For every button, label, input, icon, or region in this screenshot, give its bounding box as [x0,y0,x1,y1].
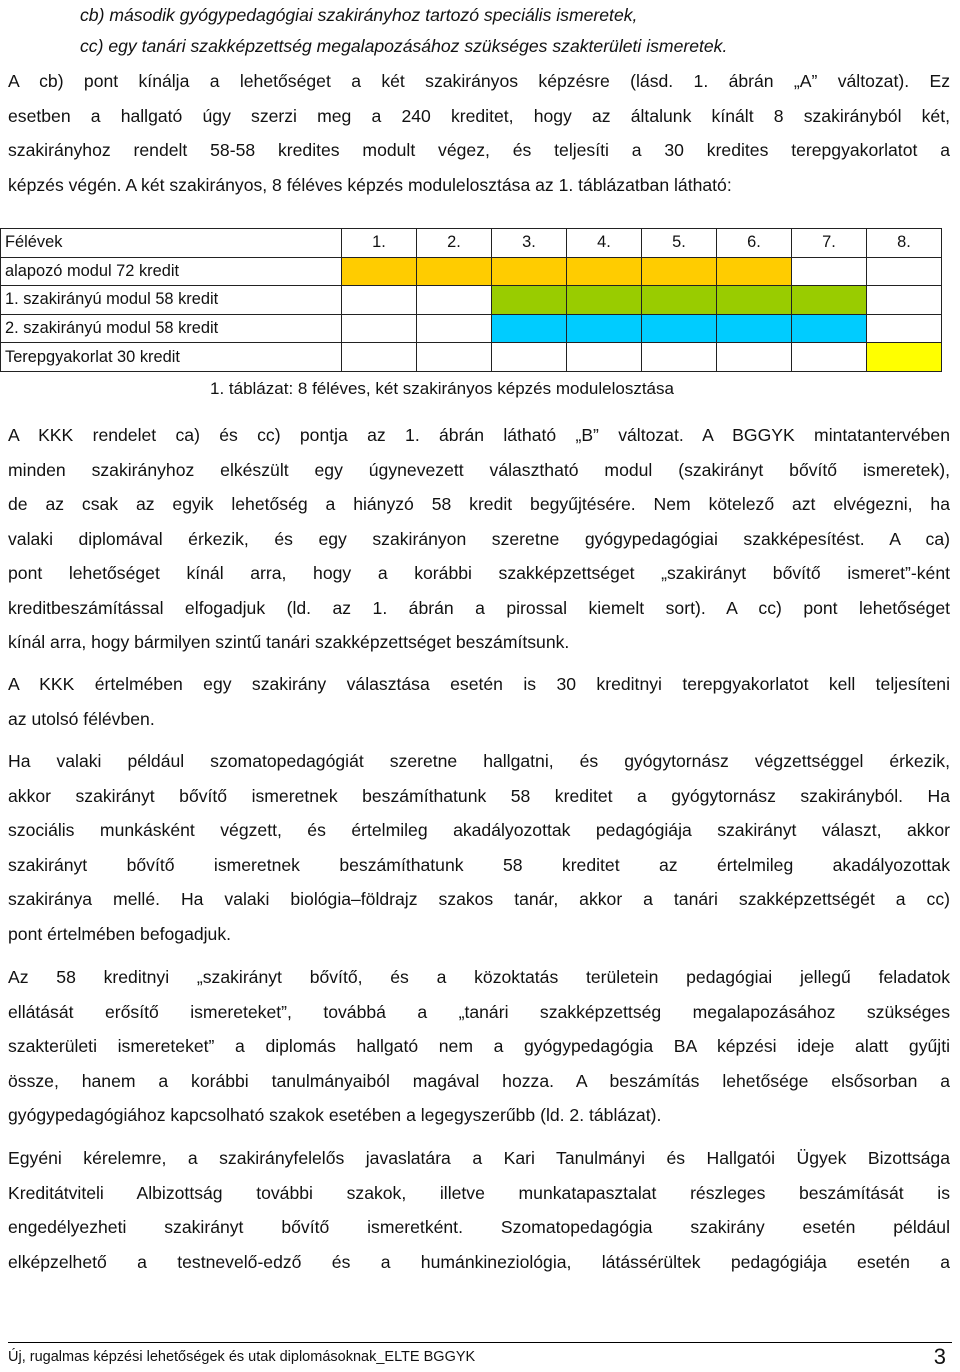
footer-title: Új, rugalmas képzési lehetőségek és utak diplomásoknak_ELTE BGGYK [8,1349,476,1365]
semester-cell [417,343,492,372]
paragraph-3 [8,667,950,736]
footer-divider [8,1342,952,1343]
semester-cell [717,343,792,372]
module-schedule-table [0,228,942,372]
intro-line [8,31,950,62]
semester-header: 3. [492,229,567,258]
paragraph-1 [8,64,950,202]
semester-header: 4. [567,229,642,258]
paragraph-2 [8,418,950,660]
text-line: pont lehetőséget kínál arra, hogy a korábbi szakképzettséget „szakirányt bővítő ismeret”-ként [8,563,950,583]
semester-cell [567,314,642,343]
text-line: Az 58 kreditnyi „szakirányt bővítő, és a közoktatás területein pedagógiai jellegű feladatok [8,967,950,987]
text-line: kínál arra, hogy bármilyen szintű tanári szakképzettséget beszámítsunk. [8,632,570,652]
paragraph-4 [8,744,950,951]
text-line: Kreditátviteli Albizottság további szakok, illetve munkatapasztalat részleges beszámítását is [8,1182,950,1203]
semester-cell [567,257,642,286]
text-line: az utolsó félévben. [8,708,155,729]
text-line: össze, hanem a korábbi tanulmányaiból magával hozza. A beszámítás lehetősége elsősorban a [8,1070,950,1091]
semester-cell [492,286,567,315]
text-line: szakiránya mellé. Ha valaki biológia–földrajz szakos tanár, akkor a tanári szakképzettségét a cc) [8,889,950,909]
semester-cell [717,314,792,343]
text-line: kreditbeszámítással elfogadjuk (ld. az 1. ábrán a pirossal kiemelt sort). A cc) pont lehetőséget [8,597,950,618]
text-line: ellátását erősítő ismereteket”, továbbá a „tanári szakképzettség megalapozásához szükséges [8,1001,950,1022]
semester-header: 6. [717,229,792,258]
semester-header: 1. [342,229,417,258]
semester-cell [867,314,942,343]
text-line: szakirányt bővítő ismeretnek beszámíthatunk 58 kreditet az értelmileg akadályozottak [8,854,950,875]
module-label: alapozó modul 72 kredit [1,257,342,286]
text-line: de az csak az egyik lehetőség a hiányzó 58 kredit begyűjtésére. Nem kötelező azt elvégezni, ha [8,494,950,514]
semester-cell [342,257,417,286]
semester-cell [867,257,942,286]
semester-cell [867,286,942,315]
text-line: engedélyezheti szakirányt bővítő ismeretként. Szomatopedagógia szakirány esetén például [8,1217,950,1237]
text-line: Egyéni kérelemre, a szakirányfelelős javaslatára a Kari Tanulmányi és Hallgatói Ügyek Bizottsága [8,1148,950,1168]
semester-cell [492,314,567,343]
text-line: A cb) pont kínálja a lehetőséget a két szakirányos képzésre (lásd. 1. ábrán „A” változat). Ez [8,71,950,91]
semester-cell [342,343,417,372]
semester-cell [417,286,492,315]
semester-cell [642,257,717,286]
text-line: Ha valaki például szomatopedagógiát szeretne hallgatni, és gyógytornász végzettséggel érkezik, [8,751,950,771]
table-row [1,343,942,372]
semester-cell [792,286,867,315]
semester-cell [642,286,717,315]
text-line: pont értelmében befogadjuk. [8,923,232,944]
semester-cell [492,343,567,372]
table-row [1,257,942,286]
semester-header: 8. [867,229,942,258]
text-line: esetben a hallgató úgy szerzi meg a 240 kreditet, hogy az általunk kínált 8 szakirányból két, [8,105,950,126]
semester-cell [717,286,792,315]
semester-cell [792,257,867,286]
semester-cell [867,343,942,372]
semester-cell [567,286,642,315]
semester-header: 5. [642,229,717,258]
text-line: szociális munkásként végzett, és értelmileg akadályozottak pedagógiája szakirányt választ, akkor [8,820,950,840]
text-line: minden szakirányhoz elkészült egy úgynevezett választható modul (szakirányt bővítő ismeretek), [8,459,950,480]
table-header-row [1,229,942,258]
text-line: szakirányhoz rendelt 58-58 kredites modult végez, és teljesíti a 30 kredites terepgyakorlatot a [8,140,950,160]
semester-cell [492,257,567,286]
semester-cell [417,314,492,343]
module-label: Terepgyakorlat 30 kredit [1,343,342,372]
text-line: valaki diplomával érkezik, és egy szakirányon szeretne gyógypedagógiai szakképesítést. A ca) [8,528,950,549]
semester-cell [417,257,492,286]
intro-list [8,0,950,62]
text-line: gyógypedagógiához kapcsolható szakok esetében a legegyszerűbb (ld. 2. táblázat). [8,1105,662,1125]
paragraph-5 [8,960,950,1133]
text-line: elképzelhető a testnevelő-edző és a humánkineziológia, látássérültek pedagógiája esetén a [8,1251,950,1272]
module-label: 2. szakirányú modul 58 kredit [1,314,342,343]
semester-cell [642,343,717,372]
semester-cell [342,286,417,315]
semester-cell [792,314,867,343]
page-number: 3 [933,1344,946,1369]
semester-header: 2. [417,229,492,258]
text-line: akkor szakirányt bővítő ismeretnek beszámíthatunk 58 kreditet a gyógytornász szakirányból. Ha [8,785,950,806]
semester-cell [717,257,792,286]
text-line: A KKK értelmében egy szakirány választása esetén is 30 kreditnyi terepgyakorlatot kell teljesíteni [8,674,950,694]
text-line: A KKK rendelet ca) és cc) pontja az 1. ábrán látható „B” változat. A BGGYK mintatantervében [8,425,950,445]
table-row [1,314,942,343]
table-caption: 1. táblázat: 8 féléves, két szakirányos képzés modulelosztása [210,379,674,398]
intro-line-text: cb) második gyógypedagógiai szakirányhoz tartozó speciális ismeretek, [80,5,638,25]
module-label: 1. szakirányú modul 58 kredit [1,286,342,315]
text-line: szakterületi ismereteket” a diplomás hallgató nem a gyógypedagógia BA képzési ideje alatt gyűjti [8,1036,950,1056]
semester-header: 7. [792,229,867,258]
paragraph-6 [8,1141,950,1279]
table-row [1,286,942,315]
table-header-label: Félévek [1,229,342,258]
semester-cell [642,314,717,343]
intro-line-text: cc) egy tanári szakképzettség megalapozásához szükséges szakterületi ismeretek. [80,36,728,56]
semester-cell [567,343,642,372]
semester-cell [792,343,867,372]
semester-cell [342,314,417,343]
intro-line [8,0,950,31]
text-line: képzés végén. A két szakirányos, 8 féléves képzés modulelosztása az 1. táblázatban látható: [8,174,732,195]
